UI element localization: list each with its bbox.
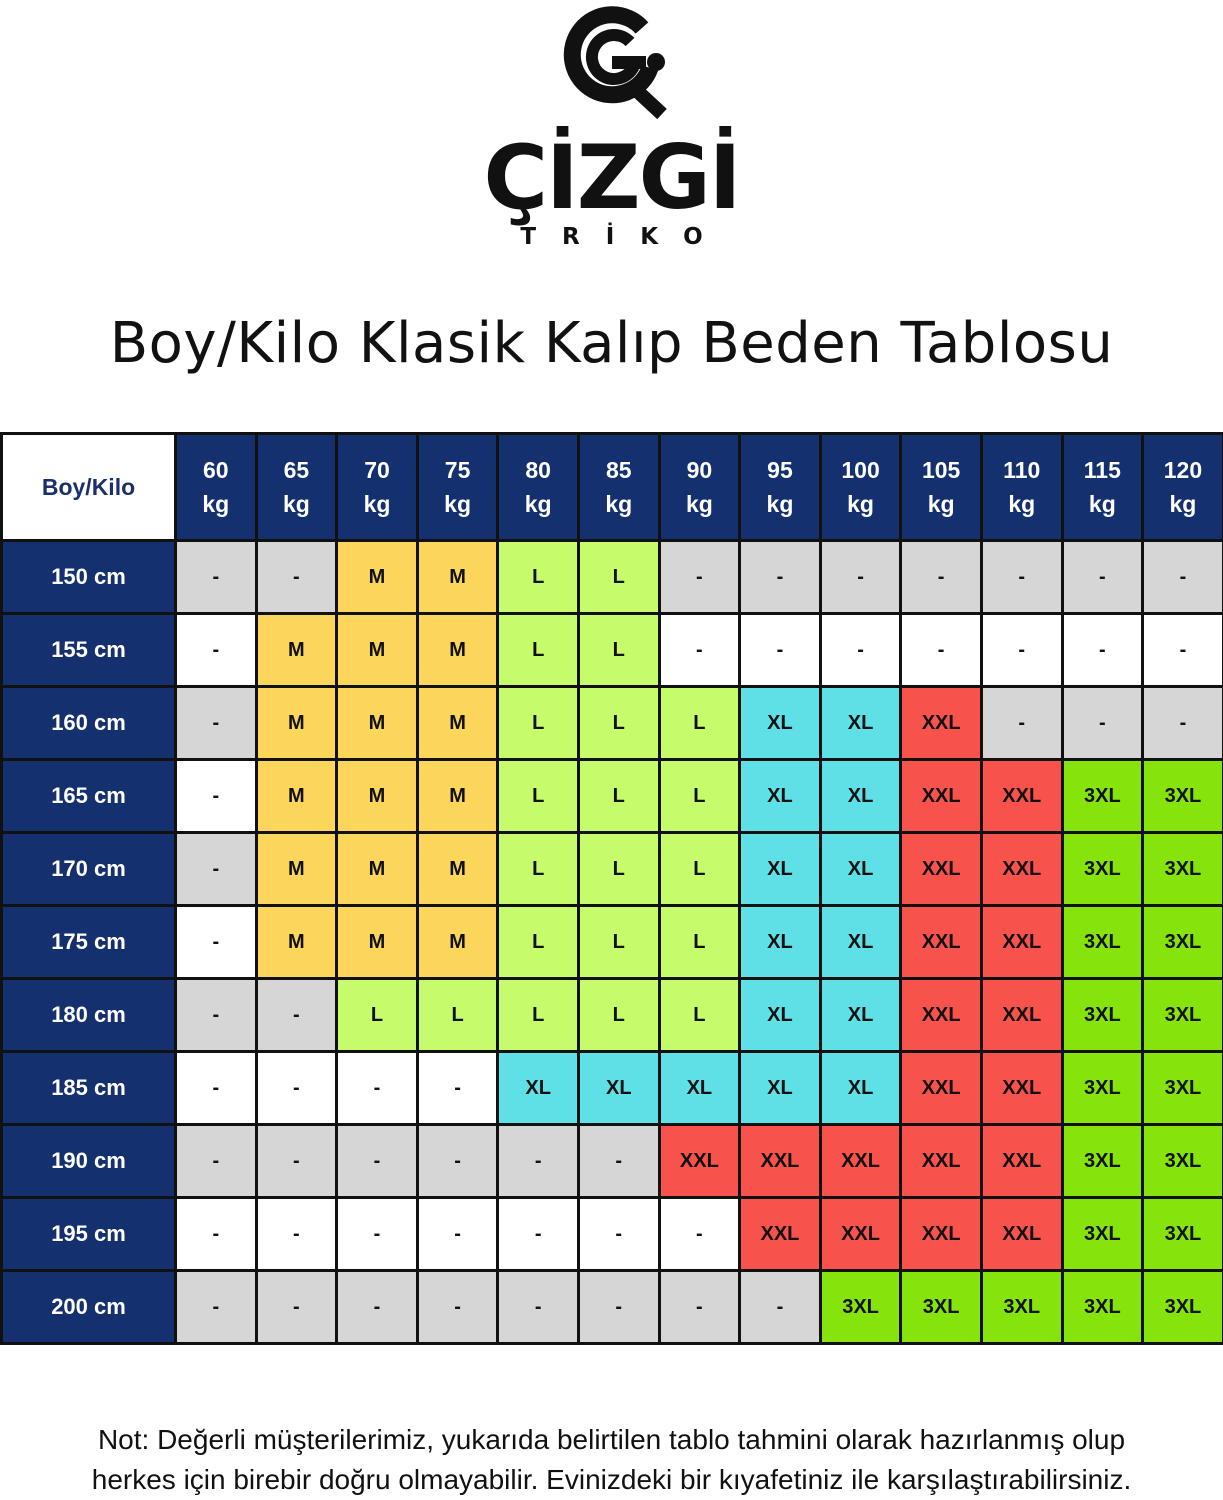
size-cell: M — [256, 906, 337, 979]
size-cell: - — [498, 1271, 579, 1344]
size-cell: - — [176, 1125, 257, 1198]
height-label: 175 cm — [2, 906, 176, 979]
weight-header-row — [2, 434, 1223, 541]
size-cell: - — [417, 1198, 498, 1271]
weight-value: 100 — [841, 457, 880, 483]
weight-header-90 — [659, 434, 740, 541]
size-cell: - — [337, 1271, 418, 1344]
size-cell: - — [740, 541, 821, 614]
size-cell: - — [176, 833, 257, 906]
size-cell: 3XL — [1062, 979, 1143, 1052]
size-cell: - — [1143, 541, 1223, 614]
height-label: 170 cm — [2, 833, 176, 906]
size-cell: - — [1143, 687, 1223, 760]
size-cell: XXL — [901, 1198, 982, 1271]
table-row — [2, 833, 1223, 906]
size-cell: L — [659, 760, 740, 833]
size-cell: XL — [820, 760, 901, 833]
size-cell: - — [659, 541, 740, 614]
size-cell: 3XL — [1143, 1052, 1223, 1125]
weight-unit: kg — [444, 491, 471, 517]
size-cell: - — [981, 614, 1062, 687]
weight-value: 110 — [1003, 457, 1041, 483]
size-cell: XXL — [740, 1198, 821, 1271]
table-row — [2, 614, 1223, 687]
weight-unit: kg — [927, 491, 955, 517]
size-cell: - — [740, 614, 821, 687]
size-cell: M — [337, 906, 418, 979]
size-cell: - — [820, 541, 901, 614]
size-cell: 3XL — [820, 1271, 901, 1344]
weight-header-105 — [901, 434, 982, 541]
size-cell: XL — [659, 1052, 740, 1125]
size-cell: XXL — [820, 1198, 901, 1271]
size-cell: 3XL — [1062, 1052, 1143, 1125]
weight-header-120 — [1143, 434, 1223, 541]
size-cell: XL — [820, 687, 901, 760]
size-cell: - — [256, 1052, 337, 1125]
size-cell: 3XL — [901, 1271, 982, 1344]
weight-value: 80 — [525, 457, 551, 483]
size-cell: L — [578, 979, 659, 1052]
size-cell: - — [337, 1198, 418, 1271]
page-title: Boy/Kilo Klasik Kalıp Beden Tablosu — [109, 311, 1114, 376]
size-cell: - — [176, 760, 257, 833]
weight-value: 105 — [921, 457, 961, 483]
size-cell: M — [337, 687, 418, 760]
size-cell: L — [498, 906, 579, 979]
size-cell: XXL — [981, 1198, 1062, 1271]
size-cell: 3XL — [1062, 760, 1143, 833]
weight-header-80 — [498, 434, 579, 541]
size-cell: - — [901, 614, 982, 687]
size-cell: 3XL — [1143, 906, 1223, 979]
weight-value: 115 — [1083, 457, 1121, 483]
size-cell: L — [498, 760, 579, 833]
table-row — [2, 906, 1223, 979]
height-label: 160 cm — [2, 687, 176, 760]
size-cell: L — [498, 614, 579, 687]
size-cell: XXL — [901, 906, 982, 979]
size-cell: - — [176, 687, 257, 760]
size-cell: - — [417, 1125, 498, 1198]
size-cell: XL — [740, 906, 821, 979]
size-cell: M — [417, 833, 498, 906]
size-cell: XXL — [901, 1125, 982, 1198]
weight-unit: kg — [363, 491, 391, 517]
size-cell: M — [337, 541, 418, 614]
size-cell: L — [498, 833, 579, 906]
weight-value: 75 — [444, 457, 471, 483]
size-cell: - — [1062, 687, 1143, 760]
table-row — [2, 760, 1223, 833]
note-line-2: herkes için birebir doğru olmayabilir. Evinizdeki bir kıyafetiniz ile karşılaştırabilirsiniz. — [91, 1464, 1132, 1495]
size-cell: 3XL — [1143, 1198, 1223, 1271]
size-cell: 3XL — [981, 1271, 1062, 1344]
size-cell: - — [176, 979, 257, 1052]
size-cell: - — [256, 1271, 337, 1344]
size-cell: XL — [498, 1052, 579, 1125]
size-cell: - — [176, 541, 257, 614]
size-cell: XL — [740, 760, 821, 833]
size-cell: - — [981, 541, 1062, 614]
size-cell: XXL — [901, 760, 982, 833]
size-cell: XXL — [901, 1052, 982, 1125]
table-row — [2, 541, 1223, 614]
weight-value: 90 — [686, 457, 713, 483]
size-cell: XXL — [981, 906, 1062, 979]
size-cell: XL — [740, 833, 821, 906]
size-cell: 3XL — [1062, 1198, 1143, 1271]
size-cell: XL — [820, 1052, 901, 1125]
size-cell: 3XL — [1143, 1125, 1223, 1198]
size-cell: L — [337, 979, 418, 1052]
size-cell: M — [417, 760, 498, 833]
size-cell: L — [578, 833, 659, 906]
size-cell: - — [256, 979, 337, 1052]
height-label: 155 cm — [2, 614, 176, 687]
size-cell: M — [417, 687, 498, 760]
size-cell: M — [337, 614, 418, 687]
table-row — [2, 1125, 1223, 1198]
height-label: 195 cm — [2, 1198, 176, 1271]
height-label: 190 cm — [2, 1125, 176, 1198]
size-cell: - — [256, 1198, 337, 1271]
size-cell: XXL — [981, 1052, 1062, 1125]
size-cell: - — [820, 614, 901, 687]
size-cell: L — [498, 979, 579, 1052]
size-cell: L — [578, 614, 659, 687]
table-row — [2, 1052, 1223, 1125]
brand-wordmark: ÇİZGİ — [483, 126, 740, 229]
size-cell: XXL — [820, 1125, 901, 1198]
size-cell: - — [176, 1052, 257, 1125]
size-cell: M — [417, 614, 498, 687]
size-cell: L — [498, 687, 579, 760]
weight-unit: kg — [685, 491, 713, 517]
weight-unit: kg — [282, 491, 310, 517]
size-cell: XL — [578, 1052, 659, 1125]
size-cell: 3XL — [1062, 1125, 1143, 1198]
size-cell: M — [337, 833, 418, 906]
weight-value: 60 — [203, 457, 229, 483]
size-cell: XXL — [981, 979, 1062, 1052]
weight-header-95 — [740, 434, 821, 541]
size-cell: - — [176, 906, 257, 979]
weight-header-100 — [820, 434, 901, 541]
size-cell: XXL — [901, 833, 982, 906]
size-cell: - — [337, 1052, 418, 1125]
weight-value: 120 — [1163, 457, 1203, 483]
height-label: 185 cm — [2, 1052, 176, 1125]
weight-header-85 — [578, 434, 659, 541]
size-cell: 3XL — [1062, 1271, 1143, 1344]
size-cell: - — [256, 1125, 337, 1198]
size-cell: - — [337, 1125, 418, 1198]
weight-unit: kg — [766, 491, 794, 517]
weight-header-60 — [176, 434, 257, 541]
size-cell: XXL — [901, 979, 982, 1052]
weight-unit: kg — [847, 491, 874, 517]
size-cell: L — [659, 833, 740, 906]
height-label: 180 cm — [2, 979, 176, 1052]
size-cell: - — [1143, 614, 1223, 687]
table-row — [2, 979, 1223, 1052]
weight-value: 65 — [283, 457, 310, 483]
size-cell: XL — [740, 979, 821, 1052]
note-line-1: Not: Değerli müşterilerimiz, yukarıda belirtilen tablo tahmini olarak hazırlanmış olup — [97, 1424, 1126, 1455]
weight-unit: kg — [1008, 491, 1036, 517]
weight-header-110 — [981, 434, 1062, 541]
size-cell: XXL — [981, 833, 1062, 906]
size-cell: XXL — [901, 687, 982, 760]
size-cell: L — [578, 541, 659, 614]
weight-value: 70 — [364, 457, 390, 483]
table-row — [2, 687, 1223, 760]
weight-unit: kg — [605, 491, 633, 517]
size-cell: XXL — [659, 1125, 740, 1198]
weight-unit: kg — [1088, 491, 1116, 517]
disclaimer-note — [0, 1420, 1223, 1500]
size-cell: M — [256, 833, 337, 906]
size-cell: - — [176, 1271, 257, 1344]
size-cell: XL — [740, 687, 821, 760]
size-cell: 3XL — [1143, 760, 1223, 833]
size-cell: L — [498, 541, 579, 614]
table-row — [2, 1198, 1223, 1271]
size-cell: XXL — [981, 1125, 1062, 1198]
size-cell: - — [659, 614, 740, 687]
brand-subtitle: TRİKO — [520, 224, 729, 250]
size-cell: M — [417, 906, 498, 979]
size-cell: - — [981, 687, 1062, 760]
size-cell: - — [498, 1125, 579, 1198]
size-cell: 3XL — [1143, 833, 1223, 906]
size-cell: L — [578, 687, 659, 760]
size-cell: M — [256, 760, 337, 833]
size-cell: - — [659, 1271, 740, 1344]
size-cell: XL — [740, 1052, 821, 1125]
height-label: 165 cm — [2, 760, 176, 833]
size-cell: - — [1062, 541, 1143, 614]
weight-header-75 — [417, 434, 498, 541]
size-cell: L — [417, 979, 498, 1052]
table-row — [2, 1271, 1223, 1344]
size-cell: XXL — [981, 760, 1062, 833]
height-label: 150 cm — [2, 541, 176, 614]
size-cell: - — [417, 1052, 498, 1125]
size-cell: XL — [820, 979, 901, 1052]
weight-header-70 — [337, 434, 418, 541]
size-cell: L — [659, 906, 740, 979]
weight-unit: kg — [524, 491, 552, 517]
size-cell: - — [176, 614, 257, 687]
size-cell: - — [578, 1125, 659, 1198]
cq-monogram-icon — [550, 2, 674, 120]
table-body — [2, 541, 1223, 1344]
size-cell: 3XL — [1062, 833, 1143, 906]
weight-unit: kg — [1169, 491, 1197, 517]
size-cell: - — [498, 1198, 579, 1271]
size-cell: - — [176, 1198, 257, 1271]
size-cell: - — [740, 1271, 821, 1344]
size-cell: XXL — [740, 1125, 821, 1198]
weight-value: 95 — [767, 457, 793, 483]
size-cell: - — [578, 1198, 659, 1271]
size-cell: M — [337, 760, 418, 833]
size-cell: L — [578, 906, 659, 979]
weight-header-115 — [1062, 434, 1143, 541]
height-label: 200 cm — [2, 1271, 176, 1344]
weight-header-65 — [256, 434, 337, 541]
size-cell: - — [901, 541, 982, 614]
size-cell: XL — [820, 833, 901, 906]
size-cell: M — [256, 687, 337, 760]
size-cell: L — [659, 979, 740, 1052]
weight-value: 85 — [605, 457, 632, 483]
size-cell: L — [578, 760, 659, 833]
size-cell: - — [578, 1271, 659, 1344]
size-cell: 3XL — [1143, 979, 1223, 1052]
size-cell: - — [417, 1271, 498, 1344]
size-cell: M — [417, 541, 498, 614]
size-table — [0, 432, 1223, 1345]
size-cell: XL — [820, 906, 901, 979]
size-cell: 3XL — [1062, 906, 1143, 979]
size-cell: - — [256, 541, 337, 614]
weight-unit: kg — [202, 491, 230, 517]
size-cell: 3XL — [1143, 1271, 1223, 1344]
corner-label: Boy/Kilo — [2, 434, 176, 541]
size-cell: - — [1062, 614, 1143, 687]
size-cell: L — [659, 687, 740, 760]
size-cell: - — [659, 1198, 740, 1271]
size-cell: M — [256, 614, 337, 687]
